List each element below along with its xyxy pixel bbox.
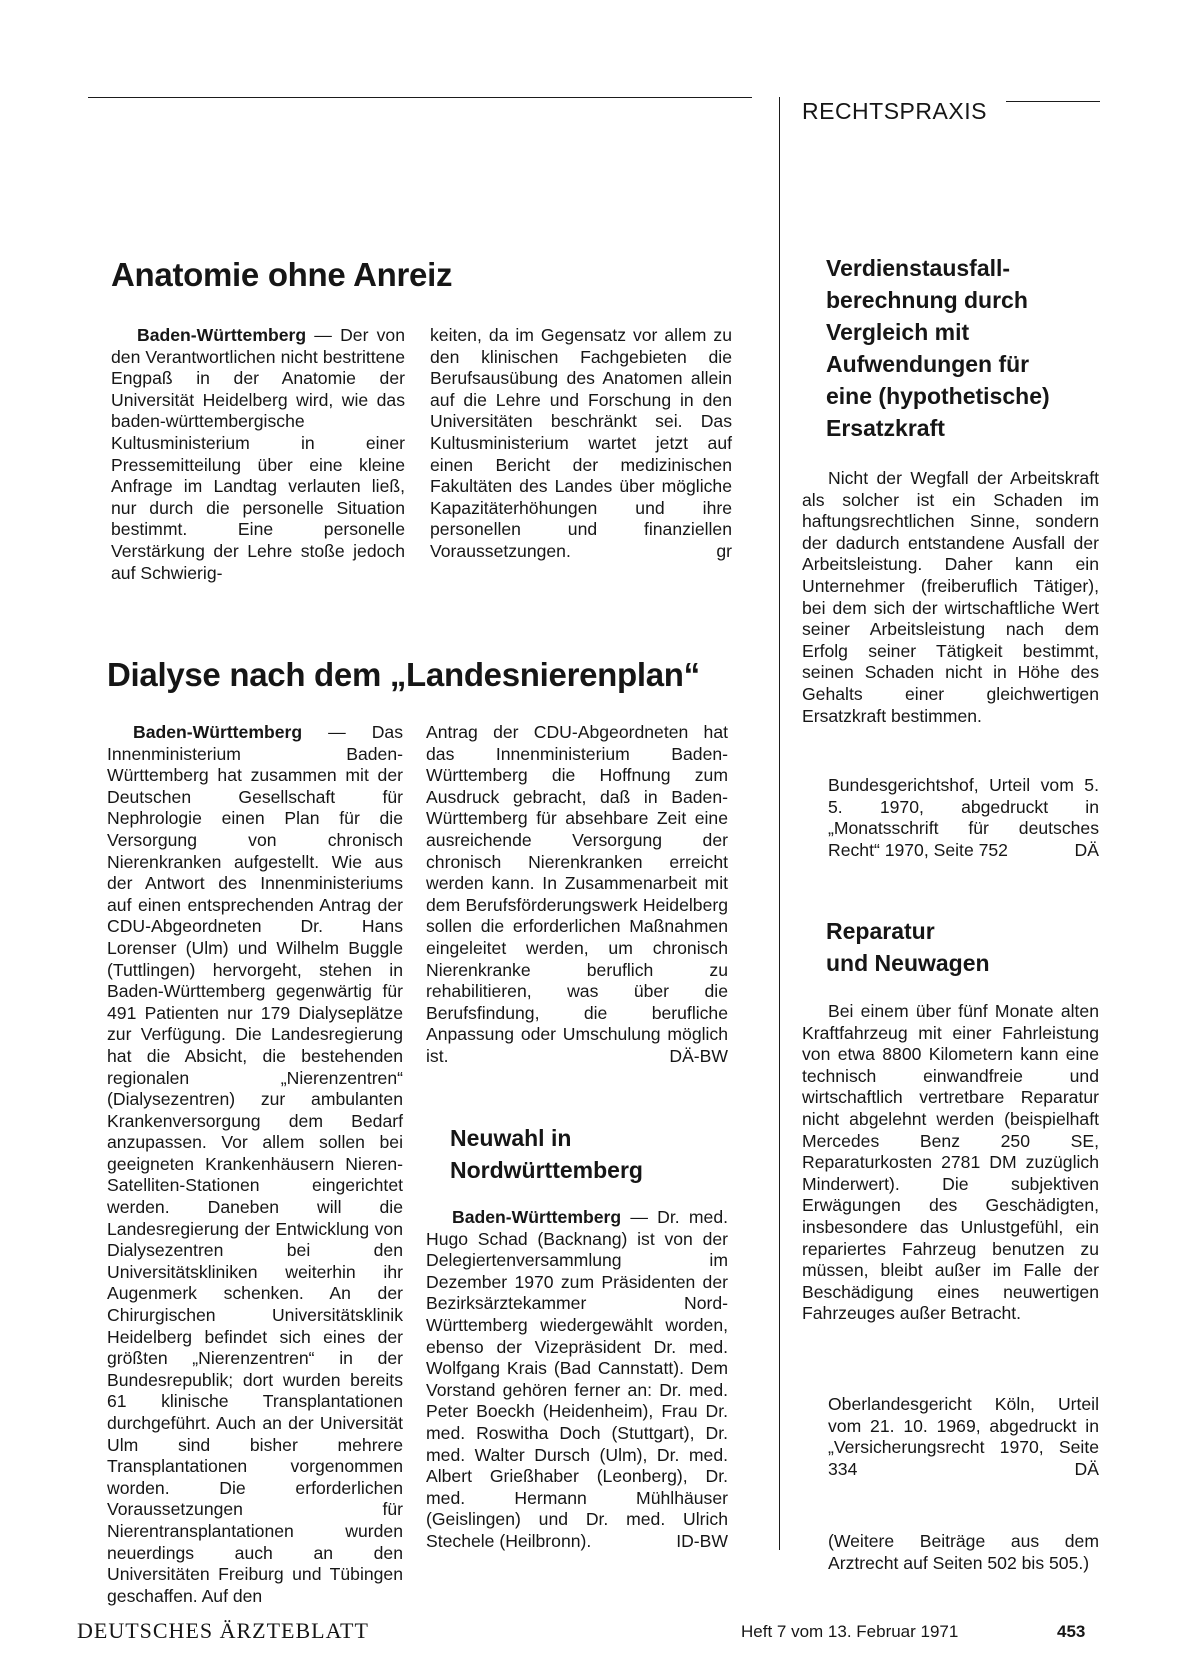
- section-label: RECHTSPRAXIS: [802, 98, 987, 124]
- side2-source: [802, 1394, 1099, 1480]
- article2-signature: DÄ-BW: [669, 1045, 728, 1066]
- article2-title: Dialyse nach dem „Landesnierenplan“: [107, 656, 700, 693]
- side2-signature: DÄ: [1074, 1458, 1099, 1479]
- article3-title: [450, 1122, 643, 1186]
- article1-lead: Baden-Württemberg: [137, 325, 307, 345]
- article3-lead: Baden-Württemberg: [452, 1207, 622, 1227]
- article3-text: — Dr. med. Hugo Schad (Backnang) ist von der Delegiertenversammlung im Dezember 1970 zum Präsidenten der Bezirksärztekammer Nord-Württemberg wiedergewählt worden, ebenso der Vizepräsident Dr. med. Wolfgang Krais (Bad Cannstatt). Dem Vorstand gehören ferner an: Dr. med. Peter Boeckh (Heidenheim), Frau Dr. med. Roswitha Doch (Stuttgart), Dr. med. Walter Dursch (Ulm), Dr. med. Albert Grießhaber (Leonberg), Dr. med. Hermann Mühlhäuser (Geislingen) und Dr. med. Ulrich Stechele (Heilbronn).: [426, 1207, 728, 1551]
- article3-body: [426, 1207, 728, 1553]
- side2-title-line2: und Neuwagen: [826, 950, 990, 976]
- side-note: [802, 1531, 1099, 1574]
- article1-col1: [111, 325, 405, 584]
- article3-title-line1: Neuwahl in: [450, 1125, 572, 1151]
- side-note-text: (Weitere Beiträge aus dem Arztrecht auf Seiten 502 bis 505.): [828, 1531, 1099, 1573]
- article1-title: Anatomie ohne Anreiz: [111, 256, 453, 293]
- article2-col2-text: Antrag der CDU-Abgeordneten hat das Innenministerium Baden-Württemberg die Hoffnung zum Ausdruck gebracht, daß in Baden-Württemberg für absehbare Zeit eine ausreichende Versorgung der chronisch Nierenkranken erreicht werden kann. In Zusammenarbeit mit dem Berufsförderungswerk Heidelberg sollen die erforderlichen Maßnahmen eingeleitet werden, um chronisch Nierenkranke beruflich zu rehabilitieren, was über die Berufsfindung, die berufliche Anpassung oder Umschulung möglich ist.: [426, 722, 728, 1066]
- article2-lead: Baden-Württemberg: [133, 722, 303, 742]
- article1-col1-text: — Der von den Verantwortlichen nicht bestrittene Engpaß in der Anatomie der Universität Heidelberg wird, wie das baden-württembergische Kultusministerium in einer Pressemitteilung über eine kleine Anfrage im Landtag verlauten ließ, nur durch die personelle Situation bestimmt. Eine personelle Verstärkung der Lehre stoße jedoch auf Schwierig-: [111, 325, 405, 583]
- side1-body: [802, 468, 1099, 727]
- article2-col1: [107, 722, 403, 1607]
- article2-col2: [426, 722, 728, 1068]
- side2-text: Bei einem über fünf Monate alten Kraftfahrzeug mit einer Fahrleistung von etwa 8800 Kilometern kann eine technisch einwandfreie und wirtschaftlich vertretbare Reparatur nicht abgelehnt werden (beispielhaft Mercedes Benz 250 SE, Reparaturkosten 2781 DM zuzüglich Minderwert). Die subjektiven Erwägungen des Geschädigten, insbesondere das Unlustgefühl, ein repariertes Fahrzeug benutzen zu müssen, bleibt außer im Falle der Beschädigung eines neuwertigen Fahrzeuges außer Betracht.: [802, 1001, 1099, 1324]
- article3-signature: ID-BW: [676, 1530, 728, 1551]
- article1-col2: [430, 325, 732, 563]
- side1-title: [826, 252, 1050, 444]
- side1-title-line: Aufwendungen für: [826, 351, 1030, 377]
- side1-title-line: berechnung durch: [826, 287, 1028, 313]
- side1-text: Nicht der Wegfall der Arbeitskraft als solcher ist ein Schaden im haftungsrechtlichen Sinne, sondern der dadurch entstandene Ausfall der Arbeitsleistung. Daher kann ein Unternehmer (freiberuflich Tätiger), bei dem sich der wirtschaftliche Wert seiner Arbeitsleistung nach dem Erfolg seiner Tätigkeit bestimmt, seinen Schaden nicht in Höhe des Gehalts einer gleichwertigen Ersatzkraft bestimmen.: [802, 468, 1099, 726]
- footer-issue: Heft 7 vom 13. Februar 1971: [741, 1622, 959, 1641]
- page-number: 453: [1057, 1622, 1086, 1641]
- article2-col1-text: — Das Innenministerium Baden-Württemberg hat zusammen mit der Deutschen Gesellschaft für Nephrologie einen Plan für die Versorgung von chronisch Nierenkranken aufgestellt. Wie aus der Antwort des Innenministeriums auf einen entsprechenden Antrag der CDU-Abgeordneten Dr. Hans Lorenser (Ulm) und Wilhelm Buggle (Tuttlingen) hervorgeht, stehen in Baden-Württemberg gegenwärtig für 491 Patienten nur 179 Dialyseplätze zur Verfügung. Die Landesregierung hat die Absicht, die bestehenden regionalen „Nierenzentren“ (Dialysezentren) zur ambulanten Krankenversorgung dem Bedarf anzupassen. Vor allem sollen bei geeigneten Krankenhäusern Nieren-Satelliten-Stationen eingerichtet werden. Daneben will die Landesregierung der Entwicklung von Dialysezentren bei den Universitätskliniken weiterhin ihr Augenmerk schenken. An der Chirurgischen Universitätsklinik Heidelberg befindet sich eines der größten „Nierenzentren“ in der Bundesrepublik; dort wurden bereits 61 klinische Transplantationen durchgeführt. Auch an der Universität Ulm sind bisher mehrere Transplantationen vorgenommen worden. Die erforderlichen Voraussetzungen für Nierentransplantationen wurden neuerdings auch an den Universitäten Freiburg und Tübingen geschaffen. Auf den: [107, 722, 403, 1606]
- side1-title-line: Vergleich mit: [826, 319, 970, 345]
- article1-col2-text: keiten, da im Gegensatz vor allem zu den klinischen Fachgebieten die Berufsausübung des Anatomen allein auf die Lehre und Forschung in den Universitäten beschränkt sei. Das Kultusministerium wartet jetzt auf einen Bericht der medizinischen Fakultäten des Landes über mögliche Kapazitäterhöhungen und ihre personellen und finanziellen Voraussetzungen.: [430, 325, 732, 561]
- side2-title-line1: Reparatur: [826, 918, 935, 944]
- side2-title: [826, 915, 990, 979]
- side2-body: [802, 1001, 1099, 1325]
- column-divider: [779, 97, 780, 1550]
- footer-journal: DEUTSCHES ÄRZTEBLATT: [77, 1618, 369, 1643]
- side1-title-line: eine (hypothetische): [826, 383, 1050, 409]
- side1-title-line: Verdienstausfall-: [826, 255, 1011, 281]
- side2-source-text: Oberlandesgericht Köln, Urteil vom 21. 10. 1969, abgedruckt in „Versicherungsrecht 1970, Seite 334: [828, 1394, 1099, 1479]
- side1-title-line: Ersatzkraft: [826, 415, 945, 441]
- header-rule-right: [1006, 101, 1100, 102]
- article3-title-line2: Nordwürttemberg: [450, 1157, 643, 1183]
- side1-source: [802, 775, 1099, 861]
- side1-source-text: Bundesgerichtshof, Urteil vom 5. 5. 1970, abgedruckt in „Monatsschrift für deutsches Recht“ 1970, Seite 752: [828, 775, 1099, 860]
- article1-signature: gr: [716, 540, 732, 561]
- side1-signature: DÄ: [1074, 839, 1099, 860]
- header-rule-left: [88, 97, 752, 98]
